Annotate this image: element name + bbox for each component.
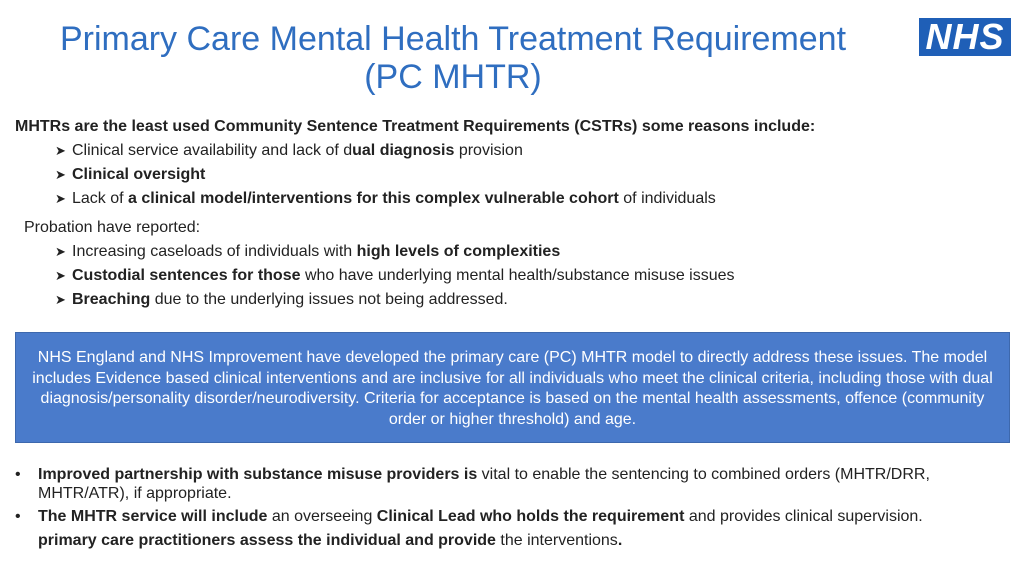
probation-item-1: ➤ Increasing caseloads of individuals with high levels of complexities bbox=[55, 243, 561, 260]
callout-box bbox=[15, 332, 1010, 443]
bullet-continuation: primary care practitioners assess the individual and provide the interventions. bbox=[38, 532, 623, 549]
bullet-item-1: • Improved partnership with substance misuse providers is vital to enable the sentencing to combined orders (MHTR/DRR, MHTR/ATR), if appropriate. bbox=[15, 466, 930, 502]
bullet-dot-icon: • bbox=[15, 508, 21, 525]
reason-item-3: ➤ Lack of a clinical model/interventions for this complex vulnerable cohort of individuals bbox=[55, 190, 716, 207]
probation-heading: Probation have reported: bbox=[24, 219, 201, 236]
reason-item-1: ➤ Clinical service availability and lack of dual diagnosis provision bbox=[55, 142, 523, 159]
page-title: Primary Care Mental Health Treatment Requirement (PC MHTR) bbox=[59, 20, 847, 96]
reasons-heading: MHTRs are the least used Community Sentence Treatment Requirements (CSTRs) some reasons include: bbox=[15, 118, 816, 135]
callout-text: NHS England and NHS Improvement have developed the primary care (PC) MHTR model to directly address these issues. The model includes Evidence based clinical interventions and are inclusive for all individuals who meet the clinical criteria, including those with dual diagnosis/personality disorder/neurodiversity. Criteria for acceptance is based on the mental health assessments, offence (community order or higher threshold) and age. bbox=[32, 349, 993, 428]
probation-item-2: ➤ Custodial sentences for those who have underlying mental health/substance misuse issues bbox=[55, 267, 735, 284]
bullet-item-2: • The MHTR service will include an overseeing Clinical Lead who holds the requirement and provides clinical supervision. bbox=[15, 508, 923, 525]
arrow-bullet-icon: ➤ bbox=[55, 244, 66, 259]
arrow-bullet-icon: ➤ bbox=[55, 292, 66, 307]
arrow-bullet-icon: ➤ bbox=[55, 143, 66, 158]
nhs-logo: NHS bbox=[919, 18, 1011, 56]
probation-item-3: ➤ Breaching due to the underlying issues not being addressed. bbox=[55, 291, 508, 308]
arrow-bullet-icon: ➤ bbox=[55, 191, 66, 206]
reason-item-2: ➤ Clinical oversight bbox=[55, 166, 206, 183]
arrow-bullet-icon: ➤ bbox=[55, 167, 66, 182]
bullet-dot-icon: • bbox=[15, 466, 21, 483]
arrow-bullet-icon: ➤ bbox=[55, 268, 66, 283]
